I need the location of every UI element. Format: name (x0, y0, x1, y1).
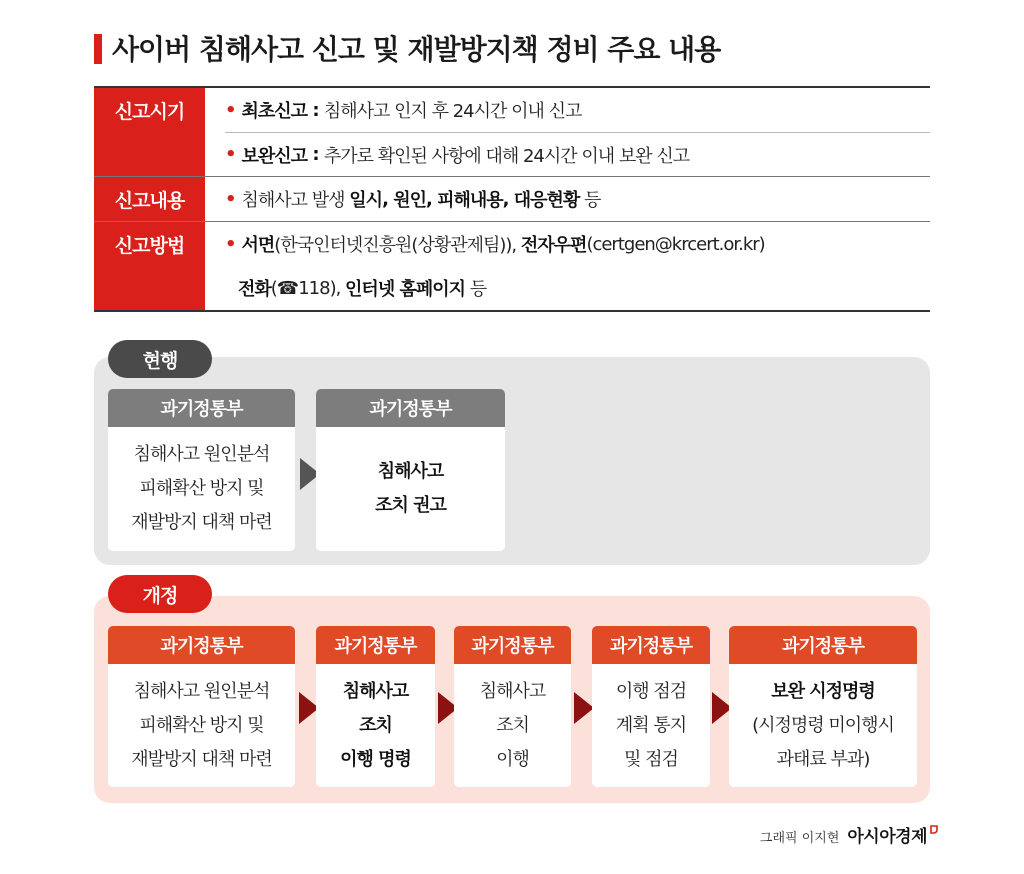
graphic-credit: 그래픽 이지현 (759, 831, 840, 846)
bullet-icon: • (225, 188, 236, 210)
step-head: 과기정통부 (108, 626, 295, 664)
row-label-content: 신고내용 (94, 177, 205, 221)
method-line-2: 전화 (☎118), 인터넷 홈페이지 등 (238, 277, 487, 300)
step-head: 과기정통부 (454, 626, 571, 664)
step-head: 과기정통부 (316, 389, 505, 427)
step-head: 과기정통부 (592, 626, 710, 664)
step-head: 과기정통부 (729, 626, 917, 664)
bullet-icon: • (225, 99, 236, 121)
current-label-pill: 현행 (108, 340, 212, 378)
revised-step-4: 과기정통부 이행 점검 계획 통지 및 점검 (592, 626, 710, 787)
info-row-method (94, 222, 930, 312)
timing-supplement-line: • 보완신고 : 추가로 확인된 사항에 대해 24시간 이내 보완 신고 (225, 132, 930, 176)
publisher-logo-text: 아시아경제 (847, 827, 927, 847)
info-row-content (94, 177, 930, 222)
bullet-icon: • (225, 144, 236, 165)
bullet-icon: • (225, 233, 236, 255)
revised-step-5: 과기정통부 보완 시정명령 (시정명령 미이행시 과태료 부과) (729, 626, 917, 787)
content-line: • 침해사고 발생 일시 , 원인 , 피해내용 , 대응현황 등 (225, 188, 601, 211)
revised-step-3: 과기정통부 침해사고 조치 이행 (454, 626, 571, 787)
row-label-method: 신고방법 (94, 222, 205, 310)
revised-label-pill: 개정 (108, 575, 212, 613)
current-step-1: 과기정통부 침해사고 원인분석 피해확산 방지 및 재발방지 대책 마련 (108, 389, 295, 551)
title-accent-bar (94, 34, 102, 64)
page-title: 사이버 침해사고 신고 및 재발방지책 정비 주요 내용 (112, 33, 721, 66)
revised-step-1: 과기정통부 침해사고 원인분석 피해확산 방지 및 재발방지 대책 마련 (108, 626, 295, 787)
credit-line (760, 822, 938, 847)
timing-initial-line: • 최초신고 : 침해사고 인지 후 24시간 이내 신고 (225, 99, 582, 122)
step-head: 과기정통부 (108, 389, 295, 427)
info-table (94, 86, 930, 312)
step-head: 과기정통부 (316, 626, 435, 664)
logo-mark-icon (930, 819, 938, 828)
row-label-timing: 신고시기 (94, 88, 205, 176)
method-line-1: • 서면 (한국인터넷진흥원(상황관제팀)), 전자우편 (certgen@krcert.or.kr) (225, 233, 765, 256)
arrow-right-icon (574, 692, 594, 724)
current-step-2: 과기정통부 침해사고 조치 권고 (316, 389, 505, 551)
info-row-timing (94, 88, 930, 177)
revised-step-2: 과기정통부 침해사고 조치 이행 명령 (316, 626, 435, 787)
